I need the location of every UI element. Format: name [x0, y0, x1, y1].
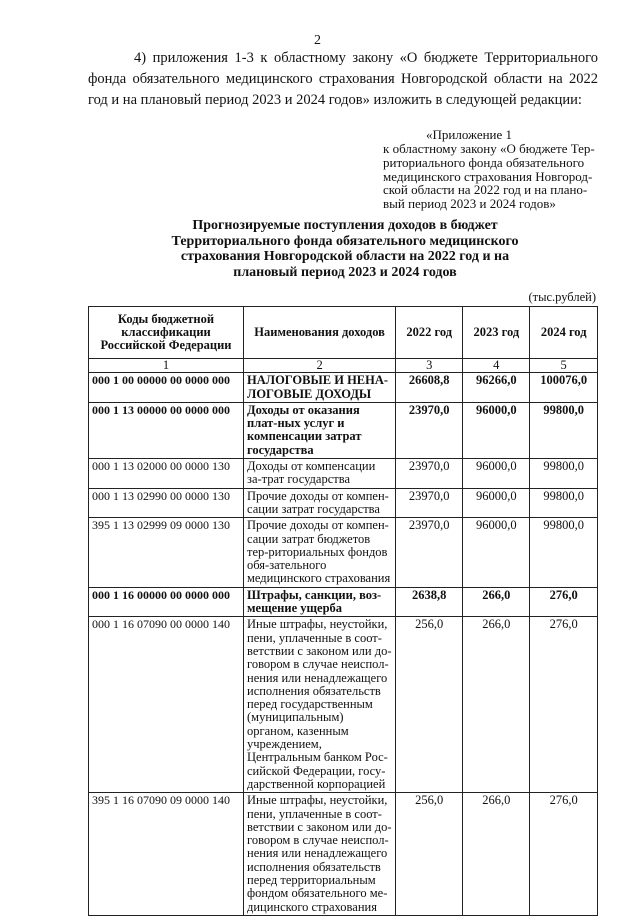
value-2022-cell: 23970,0 [396, 459, 463, 489]
document-title: Прогнозируемые поступления доходов в бюджет Территориального фонда обязательного медицинского страхования Новгородской области на 2022 год и на плановый период 2023 и 2024 годов [171, 218, 519, 280]
value-2024-cell: 276,0 [530, 617, 598, 793]
table-row [89, 793, 598, 916]
value-2022-cell: 26608,8 [396, 373, 463, 403]
code-cell: 000 1 13 00000 00 0000 000 [89, 402, 244, 458]
code-cell: 000 1 13 02990 00 0000 130 [89, 488, 244, 518]
value-2024-cell: 99800,0 [530, 518, 598, 587]
table-row [89, 617, 598, 793]
header-2023: 2023 год [463, 307, 530, 359]
value-2024-cell: 100076,0 [530, 373, 598, 403]
value-2024-cell: 276,0 [530, 587, 598, 617]
value-2023-cell: 266,0 [463, 587, 530, 617]
income-name-cell: НАЛОГОВЫЕ И НЕНА-ЛОГОВЫЕ ДОХОДЫ [244, 373, 396, 403]
code-cell: 395 1 16 07090 09 0000 140 [89, 793, 244, 916]
value-2023-cell: 96000,0 [463, 459, 530, 489]
column-number: 1 [89, 359, 244, 373]
appendix-reference [383, 142, 598, 211]
table-row [89, 402, 598, 458]
intro-paragraph [88, 48, 598, 111]
value-2022-cell: 23970,0 [396, 518, 463, 587]
code-cell: 000 1 16 07090 00 0000 140 [89, 617, 244, 793]
units-label: (тыс.рублей) [528, 290, 596, 304]
column-number-row [89, 359, 598, 373]
value-2023-cell: 96000,0 [463, 518, 530, 587]
header-code: Коды бюджетной классификации Российской Федерации [89, 307, 244, 359]
value-2024-cell: 99800,0 [530, 402, 598, 458]
column-number: 3 [396, 359, 463, 373]
value-2022-cell: 23970,0 [396, 402, 463, 458]
income-name-cell: Доходы от компенсации за-трат государства [244, 459, 396, 489]
income-name-cell: Иные штрафы, неустойки, пени, уплаченные в соот-ветствии с законом или до-говором в случае неиспол-нения или ненадлежащего исполнения обязательств перед государственным (муниципальным) органом, казенным учреждением, Центральным банком Рос-сийской Федерации, госу-дарственной корпорацией [244, 617, 396, 793]
appendix-line: к областному закону «О бюджете Тер- [383, 141, 595, 156]
value-2024-cell: 276,0 [530, 793, 598, 916]
column-number: 5 [530, 359, 598, 373]
value-2023-cell: 266,0 [463, 793, 530, 916]
table-row [89, 488, 598, 518]
income-name-cell: Штрафы, санкции, воз-мещение ущерба [244, 587, 396, 617]
income-name-cell: Прочие доходы от компен-сации затрат государства [244, 488, 396, 518]
income-name-cell: Прочие доходы от компен-сации затрат бюджетов тер-риториальных фондов обя-зательного медицинского страхования [244, 518, 396, 587]
value-2023-cell: 96000,0 [463, 488, 530, 518]
header-2024: 2024 год [530, 307, 598, 359]
table-header-row [89, 307, 598, 359]
appendix-line: ской области на 2022 год и на плано- [383, 182, 588, 198]
appendix-line: риториального фонда обязательного [383, 154, 585, 170]
value-2022-cell: 256,0 [396, 617, 463, 793]
header-name: Наименования доходов [244, 307, 396, 359]
code-cell: 395 1 13 02999 09 0000 130 [89, 518, 244, 587]
value-2022-cell: 256,0 [396, 793, 463, 916]
column-number: 4 [463, 359, 530, 373]
income-name-cell: Доходы от оказания плат-ных услуг и компенсации затрат государства [244, 402, 396, 458]
header-2022: 2022 год [396, 307, 463, 359]
income-name-cell: Иные штрафы, неустойки, пени, уплаченные в соот-ветствии с законом или до-говором в случае неиспол-нения или ненадлежащего исполнения обязательств перед территориальным фондом обязательного ме-дицинского страхования [244, 793, 396, 916]
page-number: 2 [314, 33, 321, 48]
column-number: 2 [244, 359, 396, 373]
value-2024-cell: 99800,0 [530, 488, 598, 518]
table-row [89, 373, 598, 403]
value-2022-cell: 23970,0 [396, 488, 463, 518]
code-cell: 000 1 00 00000 00 0000 000 [89, 373, 244, 403]
intro-text: 4) приложения 1-3 к областному закону «О бюджете Территориального фонда обязательного медицинского страхования Новгородской области на 2022 год и на плановый период 2023 и 2024 годов» изложить в следующей редакции: [88, 50, 598, 108]
value-2022-cell: 2638,8 [396, 587, 463, 617]
code-cell: 000 1 16 00000 00 0000 000 [89, 587, 244, 617]
value-2023-cell: 96000,0 [463, 402, 530, 458]
value-2023-cell: 266,0 [463, 617, 530, 793]
code-cell: 000 1 13 02000 00 0000 130 [89, 459, 244, 489]
table-row [89, 518, 598, 587]
table-row [89, 587, 598, 617]
revenue-table [88, 306, 598, 916]
appendix-line: вый период 2023 и 2024 годов» [383, 196, 556, 212]
value-2024-cell: 99800,0 [530, 459, 598, 489]
table-row [89, 459, 598, 489]
appendix-heading: «Приложение 1 [426, 127, 513, 142]
value-2023-cell: 96266,0 [463, 373, 530, 403]
appendix-line: медицинского страхования Новгород- [383, 168, 593, 184]
